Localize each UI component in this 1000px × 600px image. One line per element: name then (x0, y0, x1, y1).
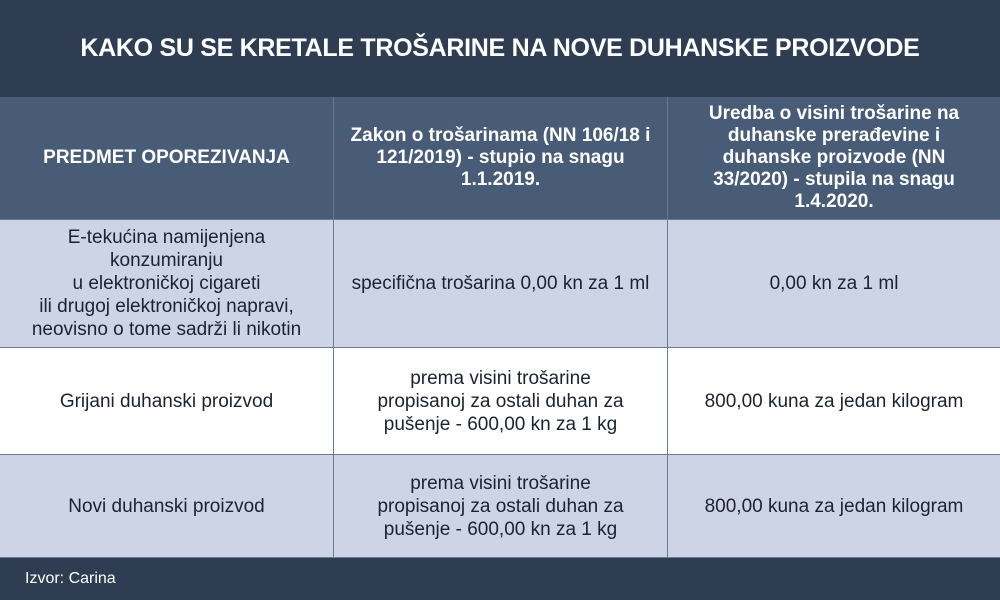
table-cell-subject: Novi duhanski proizvod (0, 455, 334, 558)
column-header-subject: PREDMET OPOREZIVANJA (0, 97, 334, 220)
source-label: Izvor: Carina (25, 570, 116, 587)
table-cell-regulation: 0,00 kn za 1 ml (668, 220, 1000, 348)
table-cell-regulation: 800,00 kuna za jedan kilogram (668, 348, 1000, 455)
table-cell-law: specifična trošarina 0,00 kn za 1 ml (334, 220, 668, 348)
table-cell-law: prema visini trošarine propisanoj za ostali duhan za pušenje - 600,00 kn za 1 kg (334, 455, 668, 558)
table-cell-law: prema visini trošarine propisanoj za ostali duhan za pušenje - 600,00 kn za 1 kg (334, 348, 668, 455)
column-header-law: Zakon o trošarinama (NN 106/18 i 121/2019) - stupio na snagu 1.1.2019. (334, 97, 668, 220)
table-cell-subject: E-tekućina namijenjena konzumiranju u elektroničkoj cigareti ili drugoj elektroničkoj napravi, neovisno o tome sadrži li nikotin (0, 220, 334, 348)
table-cell-regulation: 800,00 kuna za jedan kilogram (668, 455, 1000, 558)
column-header-regulation: Uredba o visini trošarine na duhanske prerađevine i duhanske proizvode (NN 33/2020) - stupila na snagu 1.4.2020. (668, 97, 1000, 220)
source-footer (0, 558, 1000, 600)
excise-table (0, 97, 1000, 558)
table-cell-subject: Grijani duhanski proizvod (0, 348, 334, 455)
page-title: KAKO SU SE KRETALE TROŠARINE NA NOVE DUHANSKE PROIZVODE (0, 0, 1000, 97)
